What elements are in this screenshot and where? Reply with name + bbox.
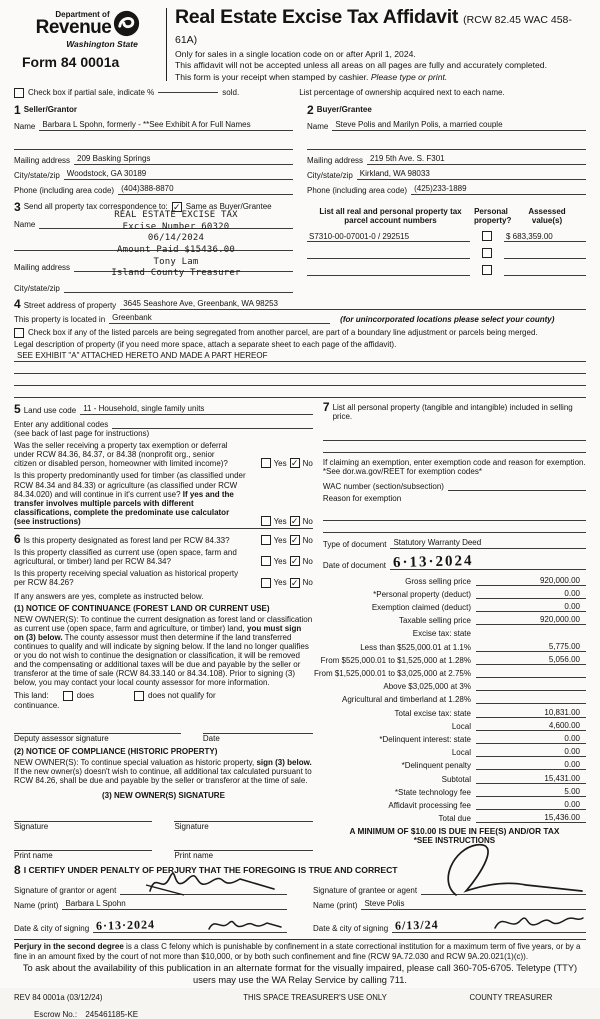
escrow-row — [34, 1010, 586, 1019]
subtitle-2: This affidavit will not be accepted unless all areas on all pages are fully and accurately completed. — [175, 60, 547, 71]
local-tax-field[interactable]: 4,600.00 — [476, 721, 586, 731]
grantor-signature-field[interactable] — [120, 885, 287, 895]
rev-number: REV 84 0001a (03/12/24) — [14, 993, 103, 1003]
buyer-phone-field[interactable]: (425)233-1889 — [411, 185, 586, 195]
doc-type-label: Type of document — [322, 539, 387, 549]
reason-line-1[interactable] — [323, 509, 586, 521]
section-seller — [14, 104, 293, 195]
partial-sale-label: Check box if partial sale, indicate % — [28, 88, 155, 98]
additional-codes-field[interactable] — [112, 419, 313, 429]
parcel-header: List all real and personal property tax parcel account numbers — [319, 206, 462, 226]
street-address-label: Street address of property — [23, 300, 117, 310]
timber-question: Is this property predominantly used for timber (as classified under RCW 84.34 and 84.33) or agriculture (as classified under RCW 84.34.020) and will continue in it's current use? If yes and the transfer involves multiple parcels with different classifications, complete the predominate use calculator (see instructions) Yes ✓ No — [14, 471, 313, 529]
grantee-date-field[interactable] — [392, 917, 586, 933]
parcel-row — [307, 225, 586, 242]
section3-title: Send all property tax correspondence to: — [23, 202, 168, 212]
segregated-label: Check box if any of the listed parcels are being segregated from another parcel, are part of a boundary line adjustment or parcels being merged. — [28, 327, 538, 337]
personal-property-checkbox[interactable] — [482, 265, 492, 275]
grantee-signature-field[interactable] — [421, 885, 586, 895]
forest-land-question: 6 Is this property designated as forest land per RCW 84.33? Yes ✓ No — [14, 532, 313, 547]
seller-name-field-2[interactable] — [14, 140, 293, 150]
parcel-number-field[interactable]: S7310-00-07001-0 / 292515 — [307, 232, 470, 242]
minimum-due-note: A MINIMUM OF $10.00 IS DUE IN FEE(S) AND/OR TAX — [349, 826, 560, 837]
exemption-note: If claiming an exemption, enter exemption code and reason for exemption. *See dor.wa.gov/REET for exemption codes* — [322, 458, 586, 477]
section4-number: 4 — [14, 296, 21, 311]
parcel-table — [307, 201, 586, 293]
does-checkbox[interactable] — [63, 691, 73, 701]
partial-percent-field[interactable] — [158, 92, 218, 93]
buyer-address-label: Mailing address — [307, 155, 364, 165]
section-tax-correspondence — [14, 201, 293, 293]
corr-name-field-2[interactable] — [14, 241, 293, 251]
historical-question: Is this property receiving special valuation as historical property per RCW 84.26? Yes ✓ No — [14, 569, 313, 588]
seller-name-field[interactable]: Barbara L Spohn, formerly - **See Exhibit A for Full Names — [39, 121, 293, 131]
subtitle-1: Only for sales in a single location code on or after April 1, 2024. — [175, 48, 416, 59]
form-header — [14, 6, 586, 83]
partial-sale-checkbox[interactable] — [14, 88, 24, 98]
corr-name-label: Name — [14, 219, 36, 229]
buyer-name-label: Name — [307, 121, 329, 131]
deputy-date-label: Date — [202, 733, 220, 743]
notice3-title: (3) NEW OWNER(S) SIGNATURE — [101, 790, 225, 800]
section-land-use — [14, 403, 313, 415]
grantee-signing-block — [313, 877, 586, 933]
section7-number: 7 — [322, 400, 330, 415]
gross-selling-price-field[interactable]: 920,000.00 — [476, 576, 586, 586]
escrow-number: 245461185-KE — [85, 1010, 139, 1019]
delinquent-interest-state-field[interactable]: 0.00 — [476, 734, 586, 744]
revenue-label: Revenue — [35, 17, 112, 38]
grantor-name-label: Name (print) — [14, 900, 59, 910]
print-name-label: Print name — [174, 850, 214, 860]
header-divider — [166, 8, 167, 81]
deferral-question: Was the seller receiving a property tax exemption or deferral under RCW 84.36, 84.37, or 84.38 (nonprofit org., senior citizen or disabled person, homeowner with limited income)? Yes ✓ No — [14, 441, 313, 469]
signature-label: Signature — [174, 821, 209, 831]
legal-description-line-2[interactable] — [14, 362, 586, 374]
segregated-checkbox[interactable] — [14, 328, 24, 338]
section3-number: 3 — [14, 199, 21, 214]
deputy-signature-label: Deputy assessor signature — [14, 733, 109, 743]
total-due-field[interactable]: 15,436.00 — [476, 813, 586, 823]
legal-description-label: Legal description of property (if you need more space, attach a separate sheet to each page of the affidavit). — [14, 339, 397, 349]
partial-sold-label: sold. — [222, 88, 240, 98]
dor-logo — [14, 6, 162, 70]
current-use-yes-checkbox[interactable] — [261, 556, 271, 566]
seller-address-label: Mailing address — [14, 155, 71, 165]
tier2-tax-field[interactable]: 5,056.00 — [476, 655, 586, 665]
seller-address-field[interactable]: 209 Basking Springs — [74, 155, 293, 165]
deputy-date-field[interactable] — [203, 722, 313, 734]
buyer-address-field[interactable]: 219 5th Ave. S. F301 — [367, 155, 586, 165]
rcw-reference: (RCW 82.45 WAC 458-61A) — [175, 14, 572, 46]
additional-codes-label: Enter any additional codes — [14, 420, 109, 430]
timber-yes-checkbox[interactable] — [261, 516, 271, 526]
if-any-note: If any answers are yes, complete as instructed below. — [14, 591, 204, 601]
section-personal-property — [323, 401, 586, 421]
grantee-date-handwritten: 6/13/24 — [394, 917, 439, 933]
buyer-city-label: City/state/zip — [307, 170, 353, 180]
affidavit-processing-fee-field[interactable]: 0.00 — [476, 800, 586, 810]
seller-phone-label: Phone (including area code) — [14, 185, 115, 195]
legal-description-line-3[interactable] — [14, 374, 586, 386]
grantee-signature-label: Signature of grantee or agent — [313, 885, 418, 895]
total-excise-state-field[interactable]: 10,831.00 — [476, 708, 586, 718]
wac-number-label: WAC number (section/subsection) — [322, 481, 444, 491]
legal-description-line-1[interactable]: SEE EXHIBIT "A" ATTACHED HERETO AND MADE A PART HEREOF — [14, 352, 586, 362]
dor-swirl-icon — [113, 10, 140, 39]
delinquent-penalty-field[interactable]: 0.00 — [476, 760, 586, 770]
tax-computation: Gross selling price 920,000.00 *Personal property (deduct) 0.00 Exemption claimed (deduct) 0.00 Taxable selling price 920,000.00 Excise tax: state Less than $525,000.01 at 1.1% 5,775.00 From $525,000.01 to $1,525,000 at 1.28% 5,056.00 From $1,525,000.01 to $3,025,000 at 2.75% Above $3,025,000 at 3% Agricultural and timberland at 1.28% Total excise tax: state 10,831.00 Local 4,600.00 *Delinquent interest: state 0.00 Local 0.00 *Delinquent penalty 0.00 Subtotal 15,431.00 *State technology fee 5.00 Affidavit processing fee 0.00 Total due 15,436.00 — [323, 573, 586, 824]
agricultural-tax-field[interactable] — [476, 703, 586, 704]
escrow-label: Escrow No.: — [34, 1010, 78, 1019]
doc-date-handwritten: 6·13·2024 — [392, 552, 474, 571]
section2-number: 2 — [307, 102, 314, 117]
new-owner-print-field-2[interactable] — [174, 839, 312, 851]
corr-address-label: Mailing address — [14, 262, 71, 272]
additional-codes-note: (see back of last page for instructions) — [14, 429, 150, 439]
legal-description-line-4[interactable] — [14, 386, 586, 398]
land-use-field[interactable]: 11 - Household, single family units — [80, 405, 313, 415]
new-owner-print-field-1[interactable] — [14, 839, 152, 851]
same-as-buyer-checkbox[interactable]: ✓ — [173, 201, 181, 212]
timber-no-checkbox[interactable]: ✓ — [290, 516, 299, 527]
personal-property-checkbox[interactable] — [482, 231, 492, 241]
forest-no-checkbox[interactable]: ✓ — [290, 535, 299, 546]
dept-of-label: Department of — [55, 10, 110, 19]
assessed-value-field[interactable]: $ 683,359.00 — [504, 232, 586, 242]
signature-label: Signature — [14, 821, 49, 831]
buyer-city-field[interactable]: Kirkland, WA 98033 — [357, 170, 586, 180]
reason-exemption-label: Reason for exemption — [322, 493, 402, 503]
located-in-label: This property is located in — [14, 314, 106, 324]
treasurer-space-label: THIS SPACE TREASURER'S USE ONLY — [243, 993, 387, 1003]
certify-statement: I CERTIFY UNDER PENALTY OF PERJURY THAT THE FOREGOING IS TRUE AND CORRECT — [23, 864, 398, 875]
delinquent-interest-local-field[interactable]: 0.00 — [476, 747, 586, 757]
section1-number: 1 — [14, 102, 21, 117]
historical-no-checkbox[interactable]: ✓ — [290, 577, 299, 588]
tier4-tax-field[interactable] — [476, 690, 586, 691]
land-qualify-row: This land: does does not qualify for — [14, 691, 216, 701]
taxable-selling-price-field[interactable]: 920,000.00 — [476, 615, 586, 625]
located-in-field[interactable]: Greenbank — [109, 314, 330, 324]
doc-date-label: Date of document — [322, 560, 387, 570]
forest-yes-checkbox[interactable] — [261, 535, 271, 545]
grantee-name-label: Name (print) — [313, 900, 358, 910]
same-as-buyer-label: Same as Buyer/Grantee — [185, 202, 272, 212]
ownership-note: List percentage of ownership acquired next to each name. — [299, 88, 505, 98]
see-instructions-note: *SEE INSTRUCTIONS — [413, 836, 496, 846]
seller-city-label: City/state/zip — [14, 170, 60, 180]
buyer-name-field-2[interactable] — [307, 140, 586, 150]
buyer-title: Buyer/Grantee — [316, 105, 372, 115]
state-technology-fee-field[interactable]: 5.00 — [476, 787, 586, 797]
personal-property-line-2[interactable] — [323, 441, 586, 453]
corr-name-field[interactable] — [39, 219, 293, 229]
tier3-tax-field[interactable] — [476, 677, 586, 678]
wac-number-field[interactable] — [448, 481, 586, 491]
buyer-name-field[interactable]: Steve Polis and Marilyn Polis, a married couple — [332, 121, 586, 131]
deferral-yes-checkbox[interactable] — [261, 458, 271, 468]
buyer-phone-label: Phone (including area code) — [307, 185, 408, 195]
form-footer — [14, 993, 586, 1002]
corr-address-field[interactable] — [74, 262, 293, 272]
assessed-value-field[interactable] — [504, 258, 586, 259]
parcel-row — [307, 259, 586, 276]
historical-yes-checkbox[interactable] — [261, 578, 271, 588]
assessed-value-header: Assessed value(s) — [528, 206, 566, 226]
personal-property-line-1[interactable] — [323, 429, 586, 441]
reason-line-2[interactable] — [323, 521, 586, 533]
grantor-date-field[interactable] — [93, 917, 287, 933]
subtotal-field[interactable]: 15,431.00 — [476, 774, 586, 784]
treasurer-stamp: REAL ESTATE EXCISE TAX Excise Number 60320 06/14/2024 Amount Paid $15436.00 Tony Lam Island County Treasurer — [111, 209, 241, 279]
section-certify — [14, 864, 586, 933]
parcel-row — [307, 242, 586, 259]
grantee-name-field[interactable]: Steve Polis — [361, 900, 586, 910]
subtitle-3: This form is your receipt when stamped by cashier. Please type or print. — [175, 72, 448, 83]
current-use-no-checkbox[interactable]: ✓ — [290, 556, 299, 567]
section-buyer — [307, 104, 586, 195]
notice2-body: NEW OWNER(S): To continue special valuation as historic property, sign (3) below. If the new owner(s) doesn't wish to continue, all additional tax calculated pursuant to RCW 84.26, shall be due and payable by the seller or transferor at the time of sale. — [14, 757, 312, 785]
continuance-label: continuance. — [14, 700, 60, 710]
personal-property-checkbox[interactable] — [482, 248, 492, 258]
washington-state-label: Washington State — [66, 39, 138, 49]
section6-number: 6 — [14, 532, 21, 547]
does-not-checkbox[interactable] — [134, 691, 144, 701]
new-owner-signature-field-1[interactable] — [14, 810, 152, 822]
land-use-label: Land use code — [23, 406, 77, 416]
notice1-title: (1) NOTICE OF CONTINUANCE (FOREST LAND OR CURRENT USE) — [14, 603, 270, 613]
corr-city-field[interactable] — [64, 283, 293, 293]
partial-sale-row — [14, 88, 586, 98]
doc-type-field[interactable]: Statutory Warranty Deed — [390, 539, 586, 549]
section8-number: 8 — [14, 862, 21, 877]
personal-property-intro: List all personal property (tangible and intangible) included in selling price. — [332, 403, 573, 422]
county-note: (for unincorporated locations please select your county) — [340, 314, 555, 324]
form-title: Real Estate Excise Tax Affidavit (RCW 82.45 WAC 458-61A) — [175, 6, 572, 46]
section-property — [14, 298, 586, 398]
personal-property-header: Personal property? — [474, 206, 512, 226]
grantor-signature-label: Signature of grantor or agent — [14, 885, 117, 895]
parcel-number-field[interactable] — [307, 275, 470, 276]
current-use-question: Is this property classified as current use (open space, farm and agricultural, or timber) land per RCW 84.34? Yes ✓ No — [14, 548, 313, 567]
grantee-date-label: Date & city of signing — [313, 923, 389, 933]
print-name-label: Print name — [14, 850, 53, 860]
deputy-signature-field[interactable] — [14, 722, 181, 734]
corr-city-label: City/state/zip — [14, 283, 60, 293]
deferral-no-checkbox[interactable]: ✓ — [290, 458, 299, 469]
accessibility-notice: To ask about the availability of this publication in an alternate format for the visually impaired, please call 360-705-6705. Teletype (TTY) users may use the WA Relay Service by calling 711. — [22, 963, 578, 985]
grantor-signing-block — [14, 877, 287, 933]
seller-phone-field[interactable]: (404)388-8870 — [118, 185, 293, 195]
form-number: Form 84 0001a — [22, 54, 120, 70]
perjury-notice: Perjury in the second degree is a class C felony which is punishable by confinement in a state correctional institution for a maximum term of five years, or by a fine in an amount fixed by the court of not more than $10,000, or by both such confinement and fine (RCW 9A.72.030 and RCW 9A.20.021(1)(c)). — [14, 939, 586, 961]
tier1-tax-field[interactable]: 5,775.00 — [476, 642, 586, 652]
seller-title: Seller/Grantor — [23, 105, 78, 115]
notice1-body: NEW OWNER(S): To continue the current designation as forest land or classification as current use (open space, farm and agriculture, or timber) land, you must sign on (3) below. The county assessor must then determine if the land transferred continues to qualify and will indicate by signing below. If the land no longer qualifies or you do not wish to continue the designation or classification, it will be removed and the compensating or additional taxes will be due and payable by the seller or transferor at the time of sale (RCW 84.33.140 or 84.34.108). Prior to signing (3) below, you may contact your local county assessor for more information. — [14, 614, 313, 688]
section5-number: 5 — [14, 402, 21, 417]
seller-city-field[interactable]: Woodstock, GA 30189 — [64, 170, 293, 180]
grantor-date-handwritten: 6·13·2024 — [95, 917, 156, 933]
grantor-name-field[interactable]: Barbara L Spohn — [62, 900, 287, 910]
doc-date-field[interactable] — [390, 552, 586, 571]
exemption-claimed-field[interactable]: 0.00 — [476, 602, 586, 612]
street-address-field[interactable]: 3645 Seashore Ave, Greenbank, WA 98253 — [120, 300, 586, 310]
grantor-date-label: Date & city of signing — [14, 923, 90, 933]
notice2-title: (2) NOTICE OF COMPLIANCE (HISTORIC PROPERTY) — [14, 746, 218, 756]
personal-property-deduct-field[interactable]: 0.00 — [476, 589, 586, 599]
new-owner-signature-field-2[interactable] — [174, 810, 312, 822]
parcel-number-field[interactable] — [307, 258, 470, 259]
assessed-value-field[interactable] — [504, 275, 586, 276]
seller-name-label: Name — [14, 121, 36, 131]
county-treasurer-label: COUNTY TREASURER — [469, 993, 553, 1003]
